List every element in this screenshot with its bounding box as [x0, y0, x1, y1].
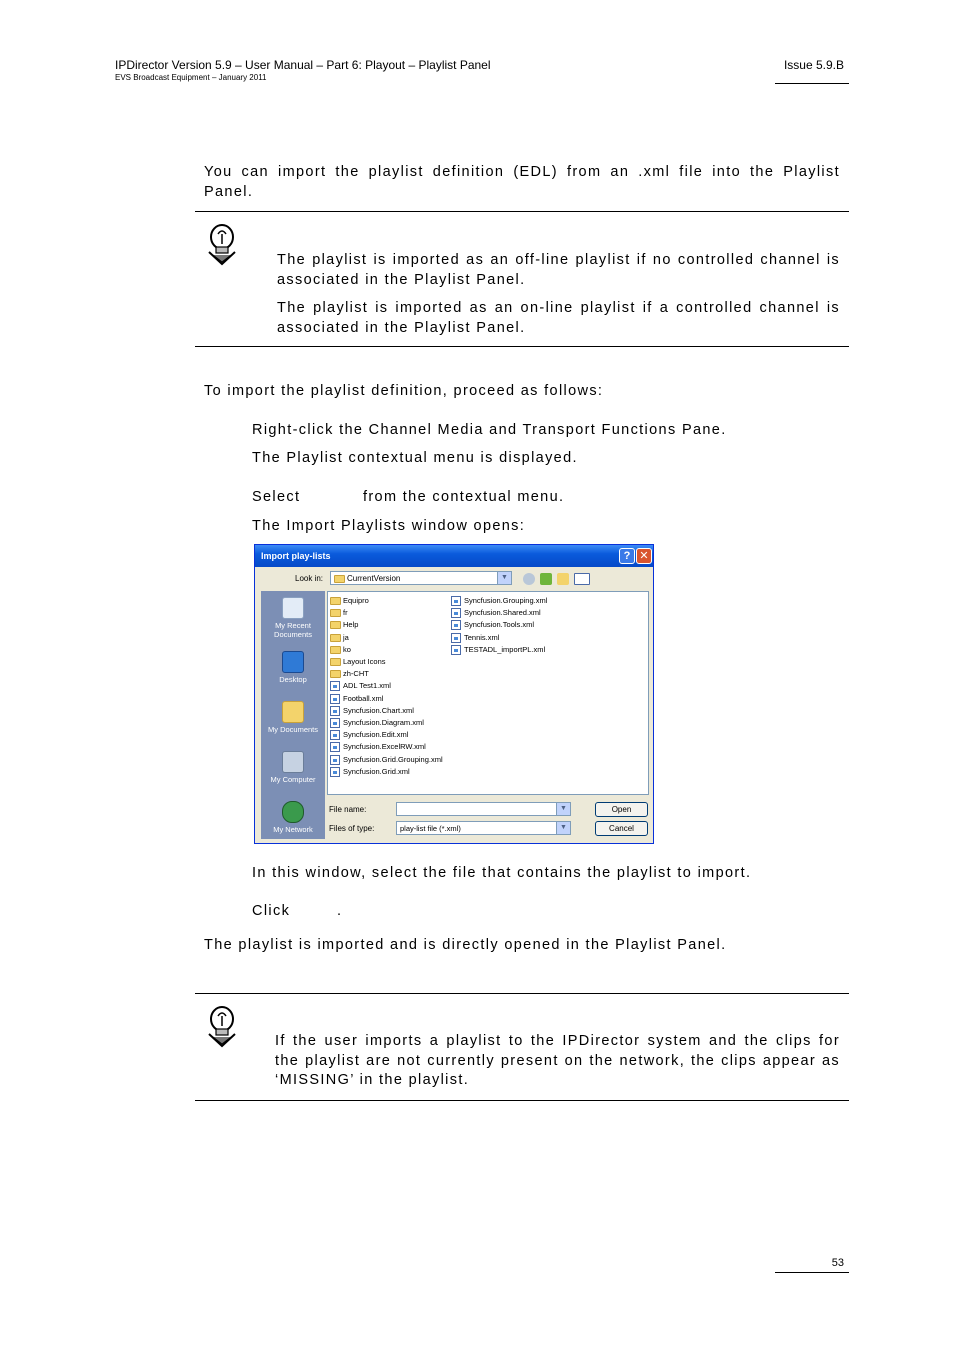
file-name: ADL Test1.xml	[343, 681, 391, 691]
folder-icon	[334, 575, 345, 583]
my-network-icon	[282, 801, 304, 823]
place-label: My Network	[273, 825, 313, 834]
folder-icon	[330, 597, 341, 605]
xml-file-icon	[451, 620, 461, 630]
folder-icon	[330, 609, 341, 617]
view-menu-icon[interactable]	[574, 573, 590, 585]
chevron-down-icon[interactable]: ▼	[556, 803, 570, 815]
lookin-dropdown[interactable]	[330, 571, 512, 585]
result-paragraph: The playlist is imported and is directly opened in the Playlist Panel.	[204, 937, 727, 953]
filetype-value: play-list file (*.xml)	[400, 824, 461, 833]
header-title: IPDirector Version 5.9 – User Manual – Part 6: Playout – Playlist Panel	[115, 58, 491, 72]
file-name: Syncfusion.Edit.xml	[343, 730, 409, 740]
import-playlists-dialog	[254, 544, 654, 844]
place-my-computer[interactable]	[261, 751, 325, 784]
folder-icon	[330, 621, 341, 629]
xml-file-icon	[330, 730, 340, 740]
xml-file-icon	[451, 645, 461, 655]
help-button[interactable]: ?	[619, 548, 635, 564]
folder-icon	[330, 634, 341, 642]
note1-top-rule	[195, 211, 849, 212]
my-documents-icon	[282, 701, 304, 723]
new-folder-icon[interactable]	[557, 573, 569, 585]
cancel-button[interactable]: Cancel	[595, 821, 648, 836]
file-name: Help	[343, 620, 359, 630]
places-bar	[261, 591, 325, 839]
place-label: My Computer	[270, 775, 316, 784]
xml-file-icon	[330, 767, 340, 777]
place-label: Desktop	[279, 675, 307, 684]
header-rule	[775, 83, 849, 84]
step-1: Right-click the Channel Media and Transport Functions Pane.	[252, 422, 727, 438]
file-name: Syncfusion.Diagram.xml	[343, 718, 424, 727]
xml-file-icon	[451, 633, 461, 643]
file-name: Layout Icons	[343, 657, 386, 666]
file-name: Syncfusion.Grouping.xml	[464, 596, 548, 605]
file-list[interactable]	[327, 591, 649, 795]
place-my-network[interactable]	[261, 801, 325, 834]
note1-paragraph-2: The playlist is imported as an on-line playlist if a controlled channel is associated in the Playlist Panel.	[277, 300, 840, 336]
xml-file-icon	[451, 596, 461, 606]
step-2-select: Select	[252, 489, 301, 505]
procedure-intro: To import the playlist definition, proceed as follows:	[204, 383, 604, 399]
header-subtitle: EVS Broadcast Equipment – January 2011	[115, 73, 267, 82]
file-name: Football.xml	[343, 693, 384, 703]
dialog-title-bar	[255, 545, 653, 567]
back-icon[interactable]	[523, 573, 535, 585]
file-name: zh-CHT	[343, 669, 369, 679]
step-3: In this window, select the file that contains the playlist to import.	[252, 865, 752, 881]
file-name: Syncfusion.Shared.xml	[464, 608, 541, 618]
file-name: Syncfusion.ExcelRW.xml	[343, 742, 426, 752]
step-1-result: The Playlist contextual menu is displayed.	[252, 450, 578, 466]
desktop-icon	[282, 651, 304, 673]
note2-top-rule	[195, 993, 849, 994]
xml-file-icon	[330, 681, 340, 691]
xml-file-icon	[330, 694, 340, 704]
xml-file-icon	[330, 706, 340, 716]
file-name: Syncfusion.Chart.xml	[343, 705, 414, 715]
xml-file-icon	[330, 755, 340, 765]
filetype-select[interactable]	[396, 821, 571, 835]
folder-icon	[330, 646, 341, 654]
xml-file-icon	[451, 608, 461, 618]
place-my-documents[interactable]	[261, 701, 325, 734]
note1-bottom-rule	[195, 346, 849, 347]
footer-rule	[775, 1272, 849, 1273]
my-computer-icon	[282, 751, 304, 773]
xml-file-icon	[330, 718, 340, 728]
note2-bottom-rule	[195, 1100, 849, 1101]
note1-paragraph-1: The playlist is imported as an off-line playlist if no controlled channel is associated in the Playlist Panel.	[277, 252, 840, 288]
open-button[interactable]: Open	[595, 802, 648, 817]
file-name: Syncfusion.Tools.xml	[464, 620, 535, 630]
up-folder-icon[interactable]	[540, 573, 552, 585]
file-name: ja	[343, 632, 349, 642]
note-lightbulb-icon	[205, 222, 241, 266]
filetype-label: Files of type:	[329, 824, 375, 833]
file-name: Syncfusion.Grid.Grouping.xml	[343, 754, 443, 764]
filename-label: File name:	[329, 805, 367, 814]
file-name: TESTADL_importPL.xml	[464, 644, 546, 654]
folder-icon	[330, 658, 341, 666]
xml-file-icon	[330, 742, 340, 752]
lookin-value: CurrentVersion	[347, 574, 401, 583]
chevron-down-icon[interactable]: ▼	[497, 572, 511, 584]
place-desktop[interactable]	[261, 651, 325, 684]
file-name: fr	[343, 608, 348, 618]
file-name: ko	[343, 644, 351, 654]
place-label: My Recent Documents	[274, 621, 312, 639]
note2-paragraph: If the user imports a playlist to the IPDirector system and the clips for the playlist are not currently present on the network, the clips appear as ‘MISSING’ in the playlist.	[275, 1033, 840, 1088]
note-lightbulb-icon	[205, 1004, 241, 1048]
file-name: Tennis.xml	[464, 632, 500, 642]
header-issue: Issue 5.9.B	[783, 58, 844, 72]
step-2-context-menu: from the contextual menu.	[363, 489, 565, 505]
file-name: Syncfusion.Grid.xml	[343, 766, 410, 776]
place-recent-documents[interactable]	[261, 597, 325, 639]
file-name: Equipro	[343, 596, 369, 605]
intro-paragraph: You can import the playlist definition (EDL) from an .xml file into the Playlist Panel.	[204, 164, 840, 200]
place-label: My Documents	[267, 725, 318, 734]
step-4-click: Click	[252, 903, 291, 919]
chevron-down-icon[interactable]: ▼	[556, 822, 570, 834]
step-2-result: The Import Playlists window opens:	[252, 518, 526, 534]
dialog-title: Import play-lists	[261, 551, 331, 561]
filename-input[interactable]	[396, 802, 571, 816]
page-number: 53	[831, 1257, 844, 1269]
close-button[interactable]: ✕	[636, 548, 652, 564]
lookin-label: Look in:	[295, 574, 324, 583]
recent-documents-icon	[282, 597, 304, 619]
folder-icon	[330, 670, 341, 678]
step-4-period: .	[337, 903, 343, 919]
